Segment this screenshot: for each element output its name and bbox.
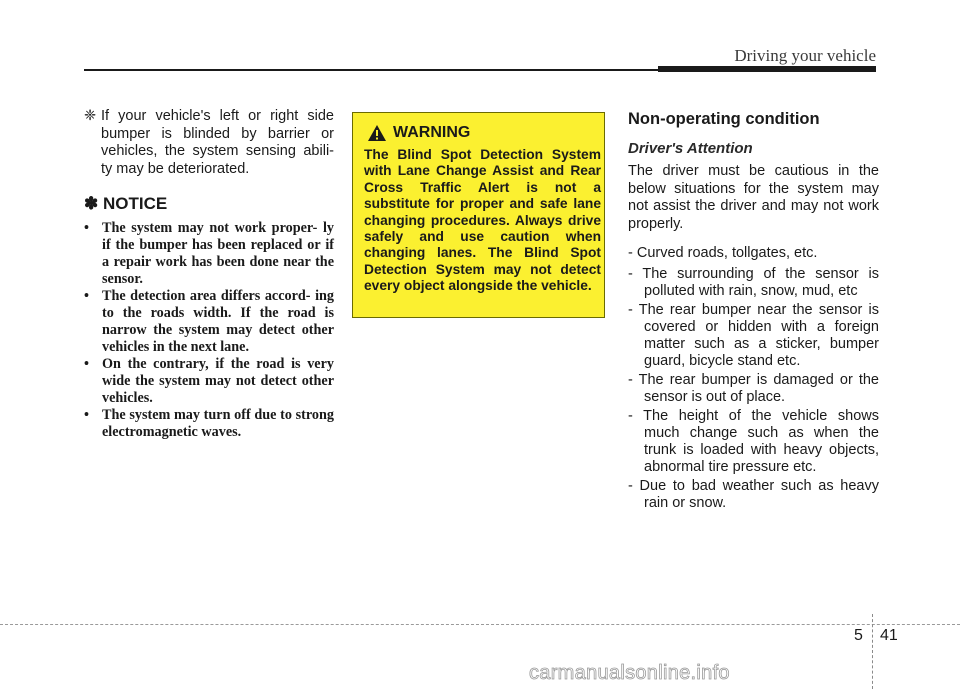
condition-item: - The height of the vehicle shows much change such as when the trunk is loaded with heavy objects, abnormal tire pressure etc. <box>628 408 879 475</box>
bullet: • <box>84 220 89 236</box>
notice-list <box>84 220 334 441</box>
bullet: • <box>84 356 89 372</box>
warning-box <box>352 112 605 318</box>
notice-item: • The system may turn off due to strong electromagnetic waves. <box>84 407 334 440</box>
notice-title: ✽ NOTICE <box>84 194 168 213</box>
bullet: • <box>84 407 89 423</box>
note-symbol: ❈ <box>84 108 97 124</box>
warning-header <box>367 124 470 142</box>
notice-item: • The system may not work proper- ly if the bumper has been replaced or if a repair work has been done near the sensor. <box>84 220 334 287</box>
bullet: • <box>84 288 89 304</box>
page-header-title: Driving your vehicle <box>734 46 876 65</box>
right-column <box>628 110 879 514</box>
intro-paragraph: The driver must be cautious in the below situations for the system may not assist the driver and may not work properly. <box>628 163 879 232</box>
page-number: 41 <box>880 627 898 644</box>
warning-title: WARNING <box>393 124 471 141</box>
warning-triangle-icon <box>367 124 387 142</box>
notice-item: • On the contrary, if the road is very wide the system may not detect other vehicles. <box>84 356 334 406</box>
condition-item: - The rear bumper is damaged or the sensor is out of place. <box>628 372 879 405</box>
footer-rule <box>0 624 960 625</box>
condition-item: - The rear bumper near the sensor is covered or hidden with a foreign matter such as a sticker, bumper guard, bicycle stand etc. <box>628 302 879 369</box>
section-subtitle: Driver's Attention <box>628 140 753 157</box>
condition-item: - The surrounding of the sensor is polluted with rain, snow, mud, etc <box>628 266 879 299</box>
condition-item: - Curved roads, tollgates, etc. <box>628 245 818 261</box>
section-number: 5 <box>854 627 863 644</box>
left-column <box>84 108 334 441</box>
condition-item: - Due to bad weather such as heavy rain or snow. <box>628 478 879 511</box>
section-title: Non-operating condition <box>628 110 820 128</box>
sensing-note <box>84 108 334 178</box>
notice-item: • The detection area differs accord- ing to the roads width. If the road is narrow the system may detect other vehicles in the next lane. <box>84 288 334 355</box>
warning-text: The Blind Spot Detection System with Lane Change Assist and Rear Cross Traffic Alert is not a substitute for proper and safe lane changing procedures. Always drive safely and use caution when changing lanes. The Blind Spot Detection System may not detect every object alongside the vehicle. <box>364 147 601 294</box>
condition-list <box>628 245 879 512</box>
page-number-divider <box>872 614 874 689</box>
watermark: carmanualsonline.info <box>529 662 730 684</box>
sensing-note-text: If your vehicle's left or right side bumper is blinded by barrier or vehicles, the system sensing abili- ty may be deteriorated. <box>101 108 334 177</box>
header-rule-accent <box>658 66 876 72</box>
